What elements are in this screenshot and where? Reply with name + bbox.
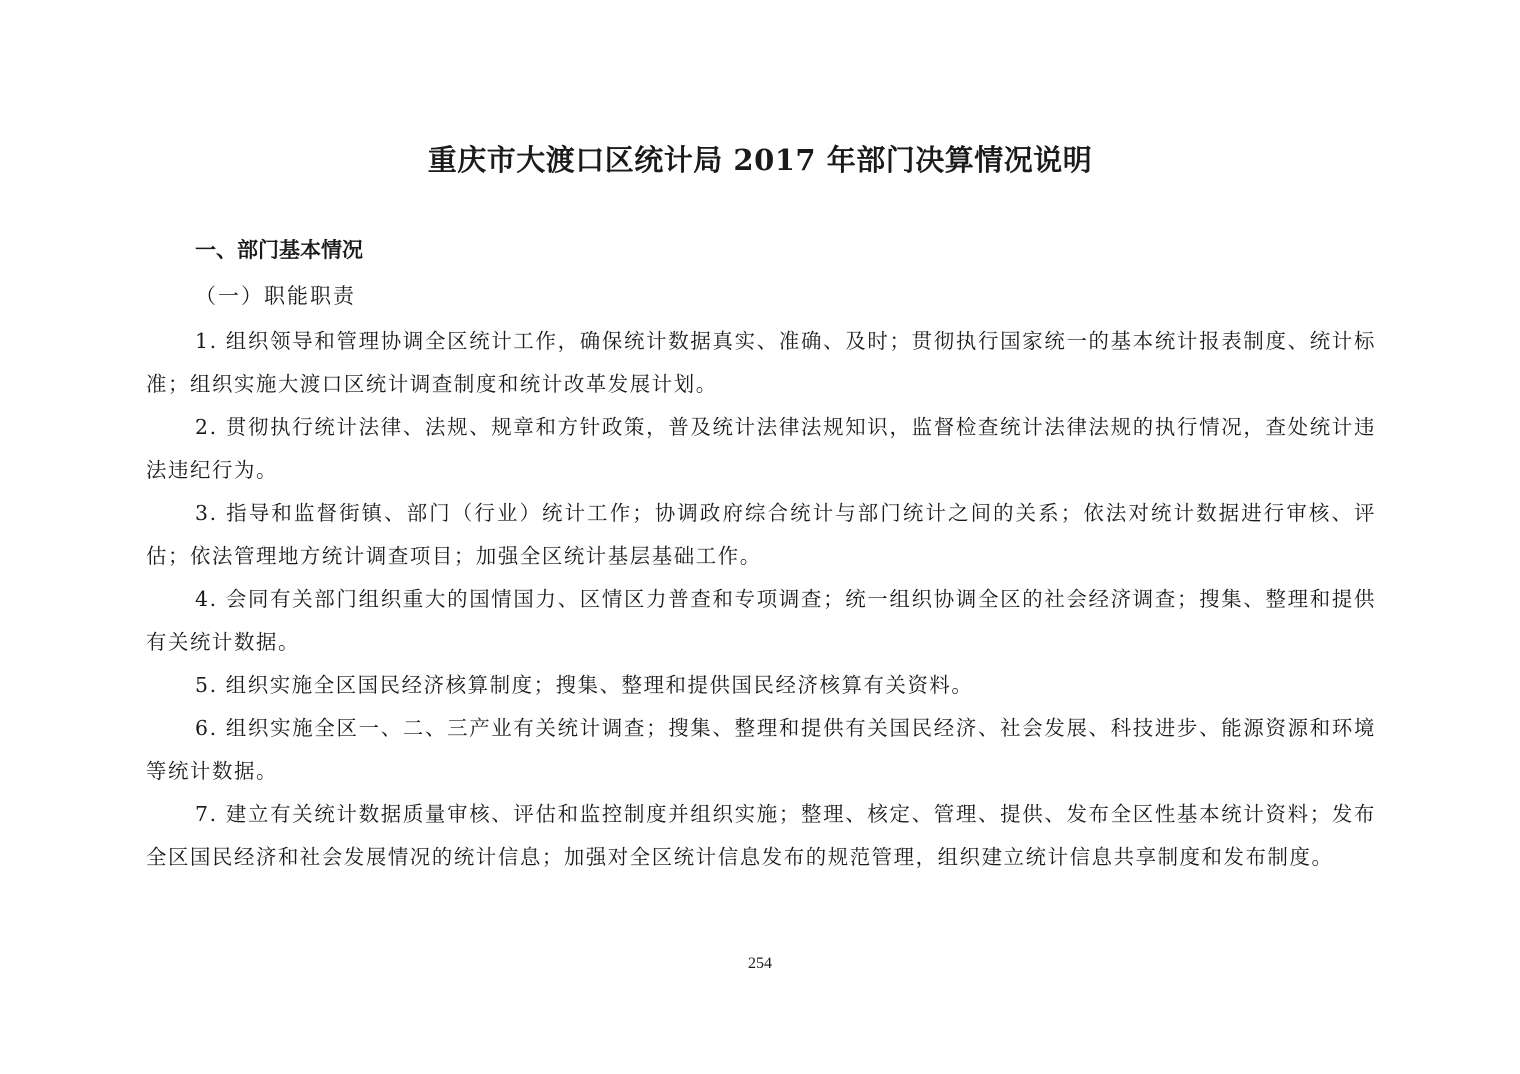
duty-item-4: 4. 会同有关部门组织重大的国情国力、区情区力普查和专项调查；统一组织协调全区的社会经济调查；搜集、整理和提供有关统计数据。 xyxy=(146,587,1376,654)
duty-list xyxy=(146,320,1376,879)
duty-item-3: 3. 指导和监督街镇、部门（行业）统计工作；协调政府综合统计与部门统计之间的关系；依法对统计数据进行审核、评估；依法管理地方统计调查项目；加强全区统计基层基础工作。 xyxy=(146,501,1376,568)
duty-item-7: 7. 建立有关统计数据质量审核、评估和监控制度并组织实施；整理、核定、管理、提供、发布全区性基本统计资料；发布全区国民经济和社会发展情况的统计信息；加强对全区统计信息发布的规范管理，组织建立统计信息共享制度和发布制度。 xyxy=(146,802,1376,869)
page-number: 254 xyxy=(748,955,772,972)
duty-item-1: 1. 组织领导和管理协调全区统计工作，确保统计数据真实、准确、及时；贯彻执行国家统一的基本统计报表制度、统计标准；组织实施大渡口区统计调查制度和统计改革发展计划。 xyxy=(146,329,1376,396)
duty-item-2: 2. 贯彻执行统计法律、法规、规章和方针政策，普及统计法律法规知识，监督检查统计法律法规的执行情况，查处统计违法违纪行为。 xyxy=(146,415,1376,482)
duty-item-5: 5. 组织实施全区国民经济核算制度；搜集、整理和提供国民经济核算有关资料。 xyxy=(195,673,974,697)
section-heading: 一、部门基本情况 xyxy=(195,238,363,262)
document-title: 重庆市大渡口区统计局 2017 年部门决算情况说明 xyxy=(427,143,1093,177)
duty-item-6: 6. 组织实施全区一、二、三产业有关统计调查；搜集、整理和提供有关国民经济、社会发展、科技进步、能源资源和环境等统计数据。 xyxy=(146,716,1376,783)
sub-heading: （一）职能职责 xyxy=(195,284,356,308)
